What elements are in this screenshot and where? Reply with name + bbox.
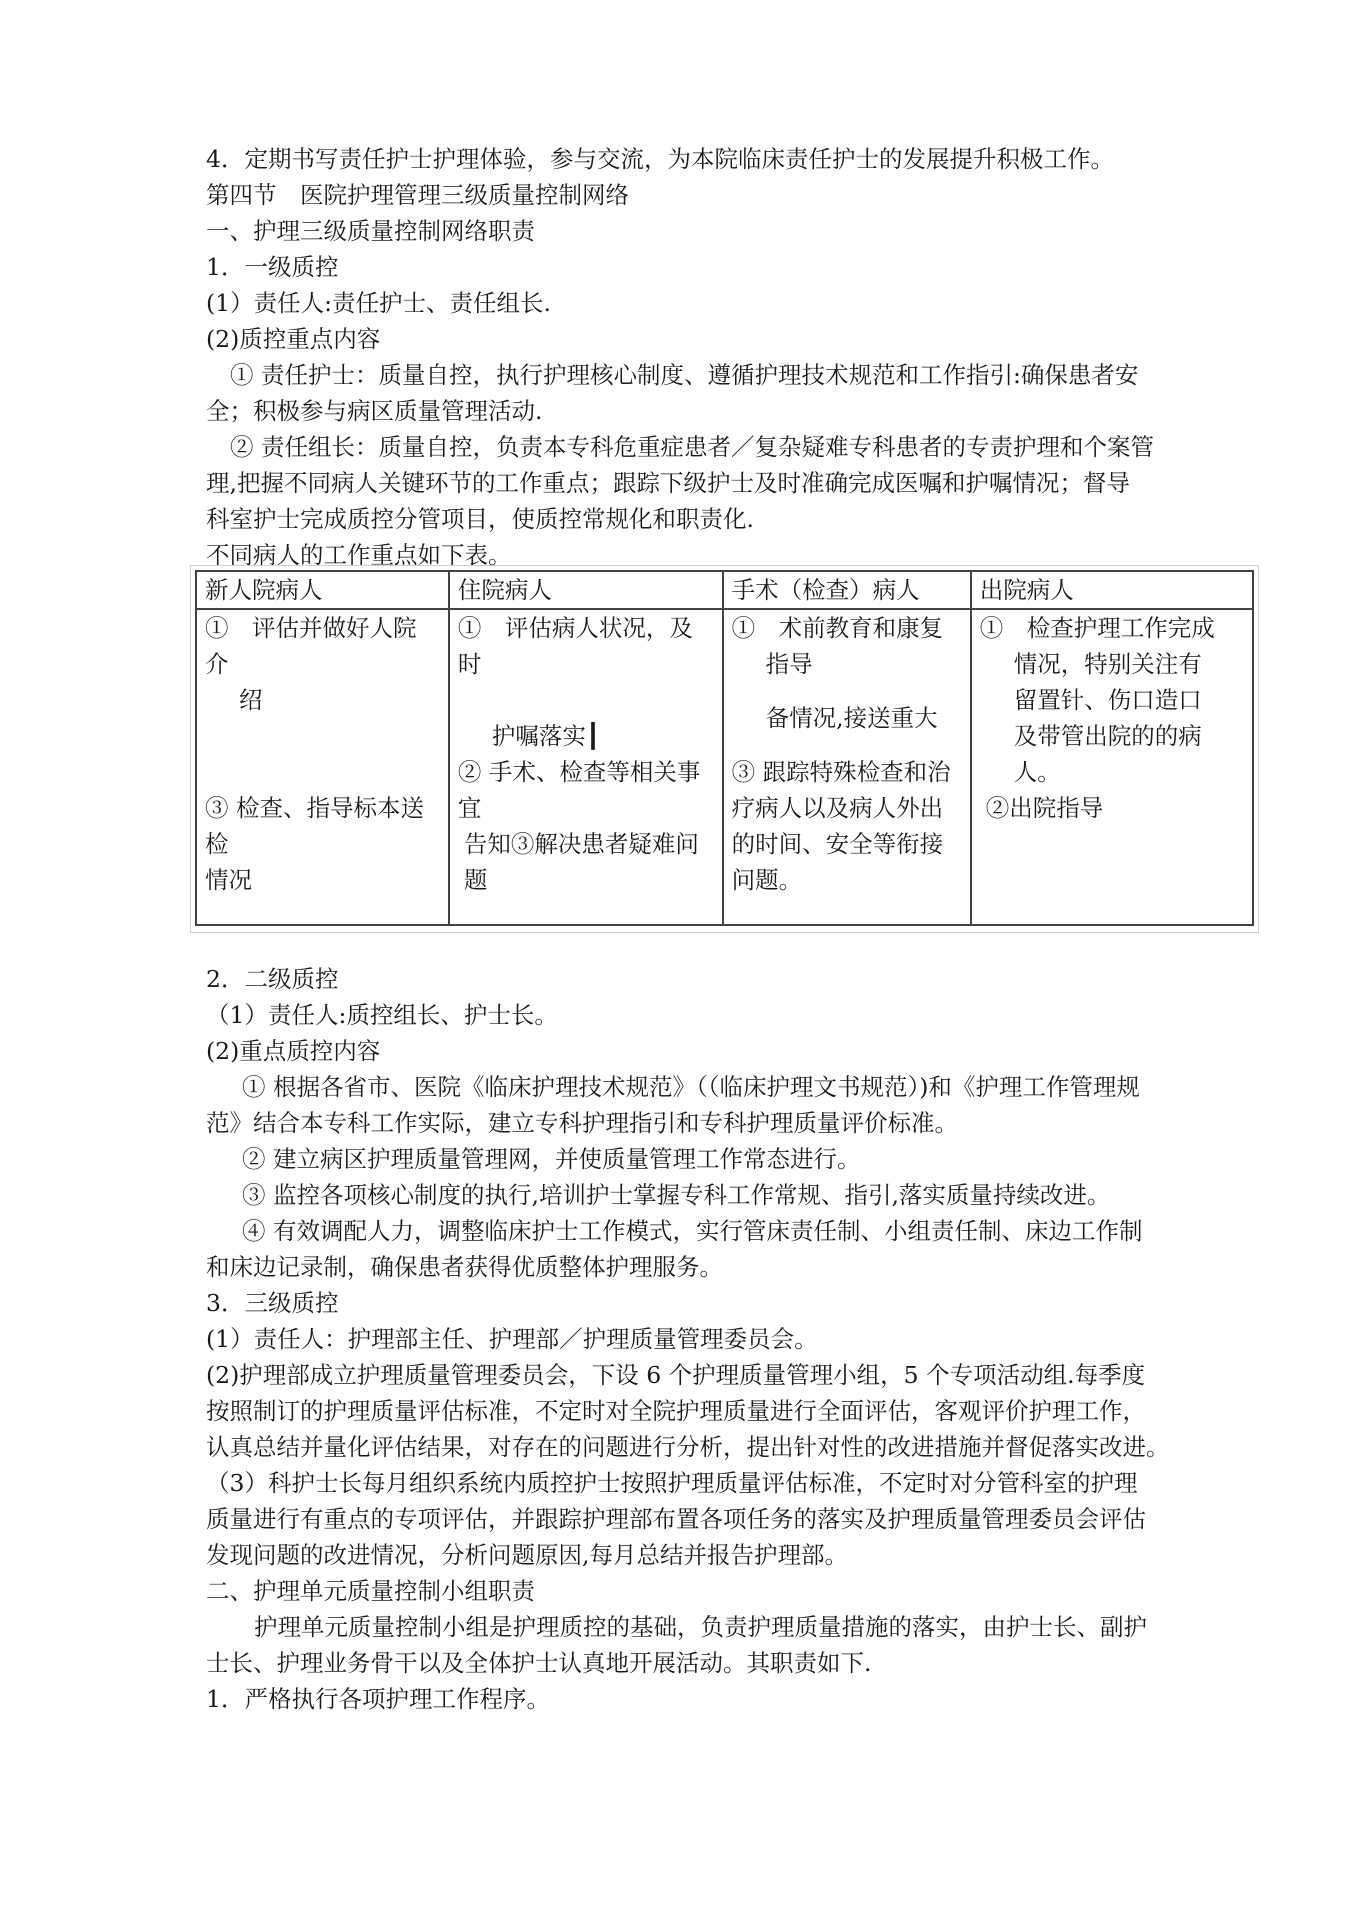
paragraph: 全；积极参与病区质量管理活动. [206, 397, 543, 425]
paragraph: 和床边记录制，确保患者获得优质整体护理服务。 [206, 1253, 723, 1281]
cell-line: 绍 [239, 686, 263, 714]
table-header-cell: 手术（检查）病人 [723, 571, 971, 609]
table-header-cell: 出院病人 [971, 571, 1253, 609]
subsection-heading: 二、护理单元质量控制小组职责 [206, 1577, 535, 1605]
cell-line: 人。 [1013, 758, 1061, 786]
paragraph: (1）责任人:责任护士、责任组长. [206, 289, 552, 317]
cell-line: ① 检查护理工作完成 [979, 614, 1215, 642]
cell-line: 题 [463, 866, 488, 894]
patient-focus-table-frame [190, 565, 1259, 933]
subsection-heading: 一、护理三级质量控制网络职责 [206, 217, 535, 245]
paragraph: (1）责任人：护理部主任、护理部／护理质量管理委员会。 [206, 1325, 818, 1353]
table-cell-new-admission [196, 609, 449, 925]
table-row [196, 609, 1253, 925]
document-page-top [206, 141, 1166, 573]
item-heading: 3．三级质控 [206, 1289, 339, 1317]
table-header-row [196, 571, 1253, 609]
table-header-cell: 住院病人 [449, 571, 723, 609]
document-page-bottom [206, 961, 1170, 1717]
paragraph: 范》结合本专科工作实际，建立专科护理指引和专科护理质量评价标准。 [206, 1109, 958, 1137]
cell-line: ① 评估病人状况，及时 [457, 614, 693, 678]
cell-spacer [732, 682, 962, 700]
paragraph: ① 根据各省市、医院《临床护理技术规范》（（临床护理文书规范）)和《护理工作管理规 [242, 1073, 1140, 1101]
paragraph: 士长、护理业务骨干以及全体护士认真地开展活动。其职责如下. [206, 1649, 872, 1677]
paragraph: 4．定期书写责任护士护理体验，参与交流，为本院临床责任护士的发展提升积极工作。 [206, 145, 1114, 173]
cell-spacer [732, 736, 962, 754]
cell-line: ③ 跟踪特殊检查和治 [731, 758, 951, 786]
cell-line: 情况，特别关注有 [1013, 650, 1202, 678]
cell-line: 及带管出院的的病 [1013, 722, 1202, 750]
table-cell-surgery [723, 609, 971, 925]
paragraph: ③ 监控各项核心制度的执行,培训护士掌握专科工作常规、指引,落实质量持续改进。 [242, 1181, 1111, 1209]
paragraph: (2)护理部成立护理质量管理委员会，下设 6 个护理质量管理小组，5 个专项活动组.每季度 [206, 1361, 1146, 1389]
item-heading: 1．严格执行各项护理工作程序。 [206, 1685, 550, 1713]
cell-line: ② 手术、检查等相关事宜 [457, 758, 701, 822]
table-cell-discharge [971, 609, 1253, 925]
paragraph: 认真总结并量化评估结果，对存在的问题进行分析，提出针对性的改进措施并督促落实改进。 [206, 1433, 1170, 1461]
paragraph: 科室护士完成质控分管项目，使质控常规化和职责化. [206, 505, 754, 533]
paragraph: 不同病人的工作重点如下表。 [206, 541, 512, 569]
table-cell-inpatient [449, 609, 723, 925]
cell-line: ① 评估并做好人院介 [205, 614, 417, 678]
paragraph: ④ 有效调配人力，调整临床护士工作模式，实行管床责任制、小组责任制、床边工作制 [242, 1217, 1143, 1245]
paragraph: ① 责任护士：质量自控，执行护理核心制度、遵循护理技术规范和工作指引:确保患者安 [230, 361, 1139, 389]
cell-line: ③ 检查、指导标本送检 [205, 794, 424, 858]
paragraph: ② 建立病区护理质量管理网，并使质量管理工作常态进行。 [242, 1145, 861, 1173]
cell-line: 备情况,接送重大 [765, 704, 938, 732]
cell-line: 疗病人以及病人外出 [731, 794, 944, 822]
cell-line: 情况 [205, 866, 252, 894]
cell-line: 告知③解决患者疑难问 [463, 830, 699, 858]
paragraph: 理,把握不同病人关键环节的工作重点；跟踪下级护士及时准确完成医嘱和护嘱情况；督导 [206, 469, 1130, 497]
paragraph: 发现问题的改进情况，分析问题原因,每月总结并报告护理部。 [206, 1541, 848, 1569]
patient-focus-table [195, 570, 1254, 926]
cell-line: 问题。 [731, 866, 803, 894]
cell-spacer [205, 718, 440, 790]
paragraph: (2)质控重点内容 [206, 325, 381, 353]
paragraph: 质量进行有重点的专项评估，并跟踪护理部布置各项任务的落实及护理质量管理委员会评估 [206, 1505, 1146, 1533]
paragraph: （3）科护士长每月组织系统内质控护士按照护理质量评估标准，不定时对分管科室的护理 [206, 1469, 1138, 1497]
cell-line: ②出院指导 [985, 794, 1104, 822]
cell-line: ① 术前教育和康复 [731, 614, 944, 642]
cell-line: 留置针、伤口造口 [1013, 686, 1202, 714]
cell-line: 护嘱落实┃ [491, 722, 601, 750]
paragraph: （1）责任人:质控组长、护士长。 [206, 1001, 558, 1029]
cell-spacer [458, 682, 714, 718]
paragraph: ② 责任组长：质量自控，负责本专科危重症患者／复杂疑难专科患者的专责护理和个案管 [230, 433, 1154, 461]
paragraph: (2)重点质控内容 [206, 1037, 381, 1065]
item-heading: 2．二级质控 [206, 965, 339, 993]
paragraph: 按照制订的护理质量评估标准，不定时对全院护理质量进行全面评估，客观评价护理工作， [206, 1397, 1146, 1425]
paragraph: 护理单元质量控制小组是护理质控的基础，负责护理质量措施的落实，由护士长、副护 [254, 1613, 1147, 1641]
section-heading: 第四节 医院护理管理三级质量控制网络 [206, 181, 629, 209]
cell-line: 指导 [765, 650, 813, 678]
cell-line: 的时间、安全等衔接 [731, 830, 944, 858]
item-heading: 1．一级质控 [206, 253, 339, 281]
table-header-cell: 新人院病人 [196, 571, 449, 609]
